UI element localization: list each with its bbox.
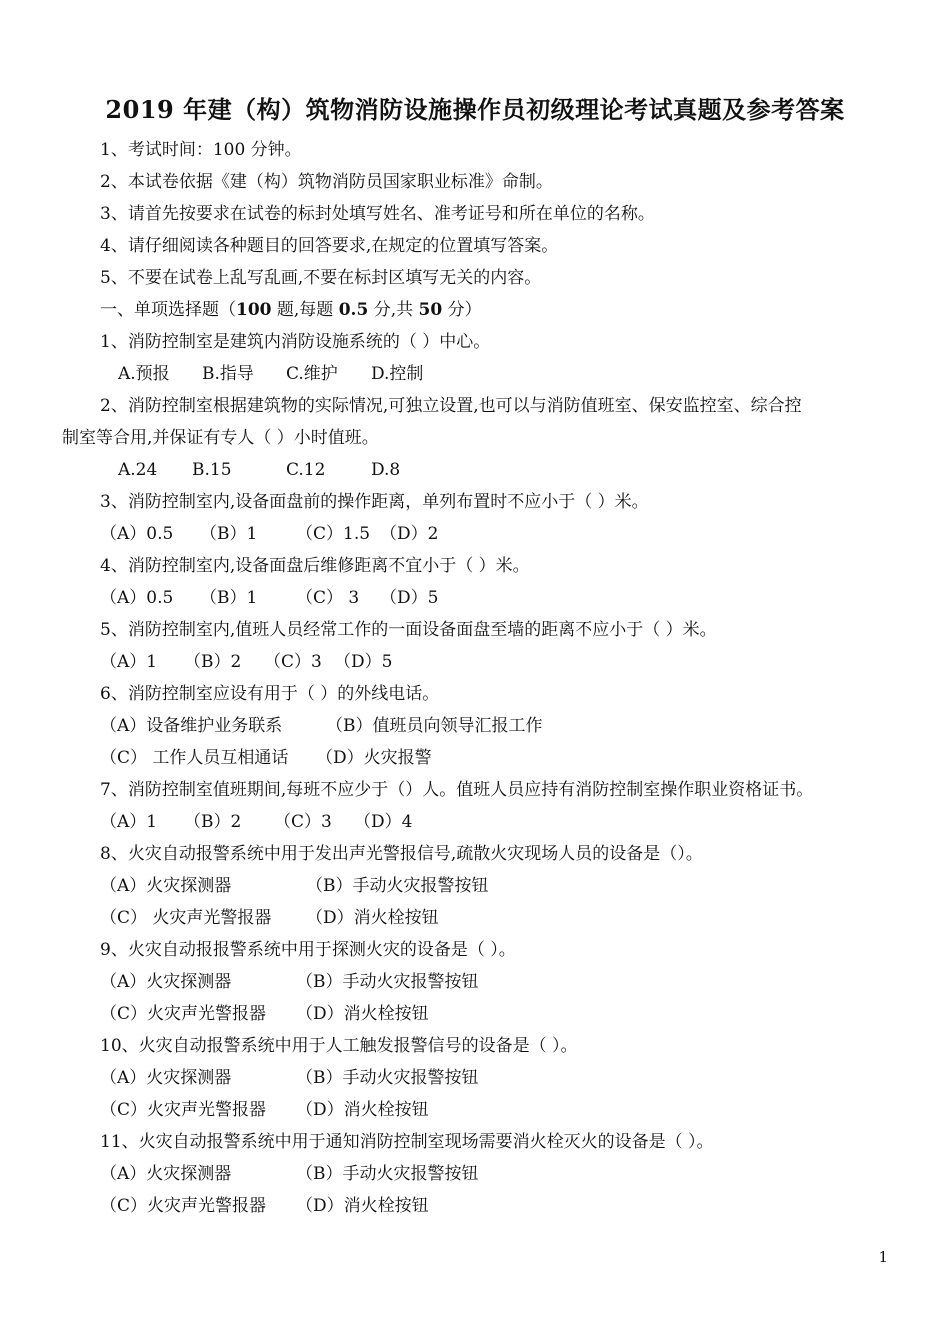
question-1-stem: 1、消防控制室是建筑内消防设施系统的（ ）中心。 <box>100 332 491 352</box>
question-9-option-b: （B）手动火灾报警按钮 <box>296 972 479 992</box>
question-6-option-c: （C） 工作人员互相通话 <box>100 748 289 768</box>
question-6-option-b: （B）值班员向领导汇报工作 <box>326 716 543 736</box>
question-4-option-d: （D）5 <box>380 588 439 608</box>
section-heading <box>100 298 482 322</box>
instruction-1: 1、考试时间：100 分钟。 <box>100 140 302 160</box>
question-3-stem: 3、消防控制室内,设备面盘前的操作距离，单列布置时不应小于（ ）米。 <box>100 492 649 512</box>
question-3-option-b: （B）1 <box>200 524 258 544</box>
page-number: 1 <box>878 1248 888 1266</box>
question-9-option-a: （A）火灾探测器 <box>100 972 232 992</box>
question-8-stem: 8、火灾自动报警系统中用于发出声光警报信号,疏散火灾现场人员的设备是（）。 <box>100 844 703 864</box>
question-1-option-c: C.维护 <box>286 364 338 384</box>
instruction-3: 3、请首先按要求在试卷的标封处填写姓名、准考证号和所在单位的名称。 <box>100 204 655 224</box>
question-11-option-c: （C）火灾声光警报器 <box>100 1196 267 1216</box>
question-2-option-d: D.8 <box>371 460 401 480</box>
question-7-option-a: （A）1 <box>100 812 158 832</box>
section-mid2: 分,共 <box>368 300 419 320</box>
question-4-option-b: （B）1 <box>200 588 258 608</box>
question-7-option-c: （C）3 <box>274 812 332 832</box>
question-10-option-c: （C）火灾声光警报器 <box>100 1100 267 1120</box>
question-5-option-d: （D）5 <box>334 652 393 672</box>
section-mid1: 题,每题 <box>271 300 339 320</box>
question-1-option-d: D.控制 <box>371 364 424 384</box>
instruction-5: 5、不要在试卷上乱写乱画,不要在标封区填写无关的内容。 <box>100 268 542 288</box>
question-2-stem-continued: 制室等合用,并保证有专人（ ）小时值班。 <box>62 428 379 448</box>
question-8-option-a: （A）火灾探测器 <box>100 876 232 896</box>
question-1-option-b: B.指导 <box>202 364 254 384</box>
question-4-option-c: （C） 3 <box>296 588 360 608</box>
section-total: 50 <box>418 300 443 320</box>
question-8-option-c: （C） 火灾声光警报器 <box>100 908 272 928</box>
question-3-option-c: （C）1.5 <box>296 524 371 544</box>
question-11-option-d: （D）消火栓按钮 <box>296 1196 429 1216</box>
question-1-option-a: A.预报 <box>118 364 170 384</box>
question-8-option-b: （B）手动火灾报警按钮 <box>306 876 489 896</box>
instruction-2: 2、本试卷依据《建（构）筑物消防员国家职业标准》命制。 <box>100 172 553 192</box>
section-count: 100 <box>236 300 272 320</box>
question-6-option-d: （D）火灾报警 <box>316 748 432 768</box>
question-2-option-b: B.15 <box>192 460 232 480</box>
question-10-option-a: （A）火灾探测器 <box>100 1068 232 1088</box>
question-2-option-a: A.24 <box>118 460 158 480</box>
question-7-stem: 7、消防控制室值班期间,每班不应少于（）人。值班人员应持有消防控制室操作职业资格证书。 <box>100 780 814 800</box>
section-points: 0.5 <box>338 300 369 320</box>
section-suffix: 分） <box>442 300 482 320</box>
question-10-option-b: （B）手动火灾报警按钮 <box>296 1068 479 1088</box>
question-9-stem: 9、火灾自动报报警系统中用于探测火灾的设备是（ ）。 <box>100 940 516 960</box>
page-title: 2019 年建（构）筑物消防设施操作员初级理论考试真题及参考答案 <box>105 95 845 124</box>
instruction-4: 4、请仔细阅读各种题目的回答要求,在规定的位置填写答案。 <box>100 236 559 256</box>
question-6-stem: 6、消防控制室应设有用于（ ）的外线电话。 <box>100 684 440 704</box>
question-6-option-a: （A）设备维护业务联系 <box>100 716 283 736</box>
question-7-option-d: （D）4 <box>354 812 413 832</box>
question-5-option-a: （A）1 <box>100 652 158 672</box>
question-5-option-c: （C）3 <box>264 652 322 672</box>
question-2-stem: 2、消防控制室根据建筑物的实际情况,可独立设置,也可以与消防值班室、保安监控室、综合控 <box>100 396 802 416</box>
question-5-option-b: （B）2 <box>184 652 242 672</box>
question-3-option-d: （D）2 <box>380 524 439 544</box>
section-prefix: 一、单项选择题（ <box>100 300 236 320</box>
question-10-option-d: （D）消火栓按钮 <box>296 1100 429 1120</box>
question-4-stem: 4、消防控制室内,设备面盘后维修距离不宜小于（ ）米。 <box>100 556 530 576</box>
question-8-option-d: （D）消火栓按钮 <box>306 908 439 928</box>
question-4-option-a: （A）0.5 <box>100 588 174 608</box>
question-11-stem: 11、火灾自动报警系统中用于通知消防控制室现场需要消火栓灭火的设备是（ ）。 <box>100 1132 714 1152</box>
question-9-option-c: （C）火灾声光警报器 <box>100 1004 267 1024</box>
question-11-option-a: （A）火灾探测器 <box>100 1164 232 1184</box>
question-5-stem: 5、消防控制室内,值班人员经常工作的一面设备面盘至墙的距离不应小于（ ）米。 <box>100 620 717 640</box>
question-11-option-b: （B）手动火灾报警按钮 <box>296 1164 479 1184</box>
question-3-option-a: （A）0.5 <box>100 524 174 544</box>
question-2-option-c: C.12 <box>286 460 326 480</box>
question-9-option-d: （D）消火栓按钮 <box>296 1004 429 1024</box>
question-10-stem: 10、火灾自动报警系统中用于人工触发报警信号的设备是（ ）。 <box>100 1036 578 1056</box>
question-7-option-b: （B）2 <box>184 812 242 832</box>
